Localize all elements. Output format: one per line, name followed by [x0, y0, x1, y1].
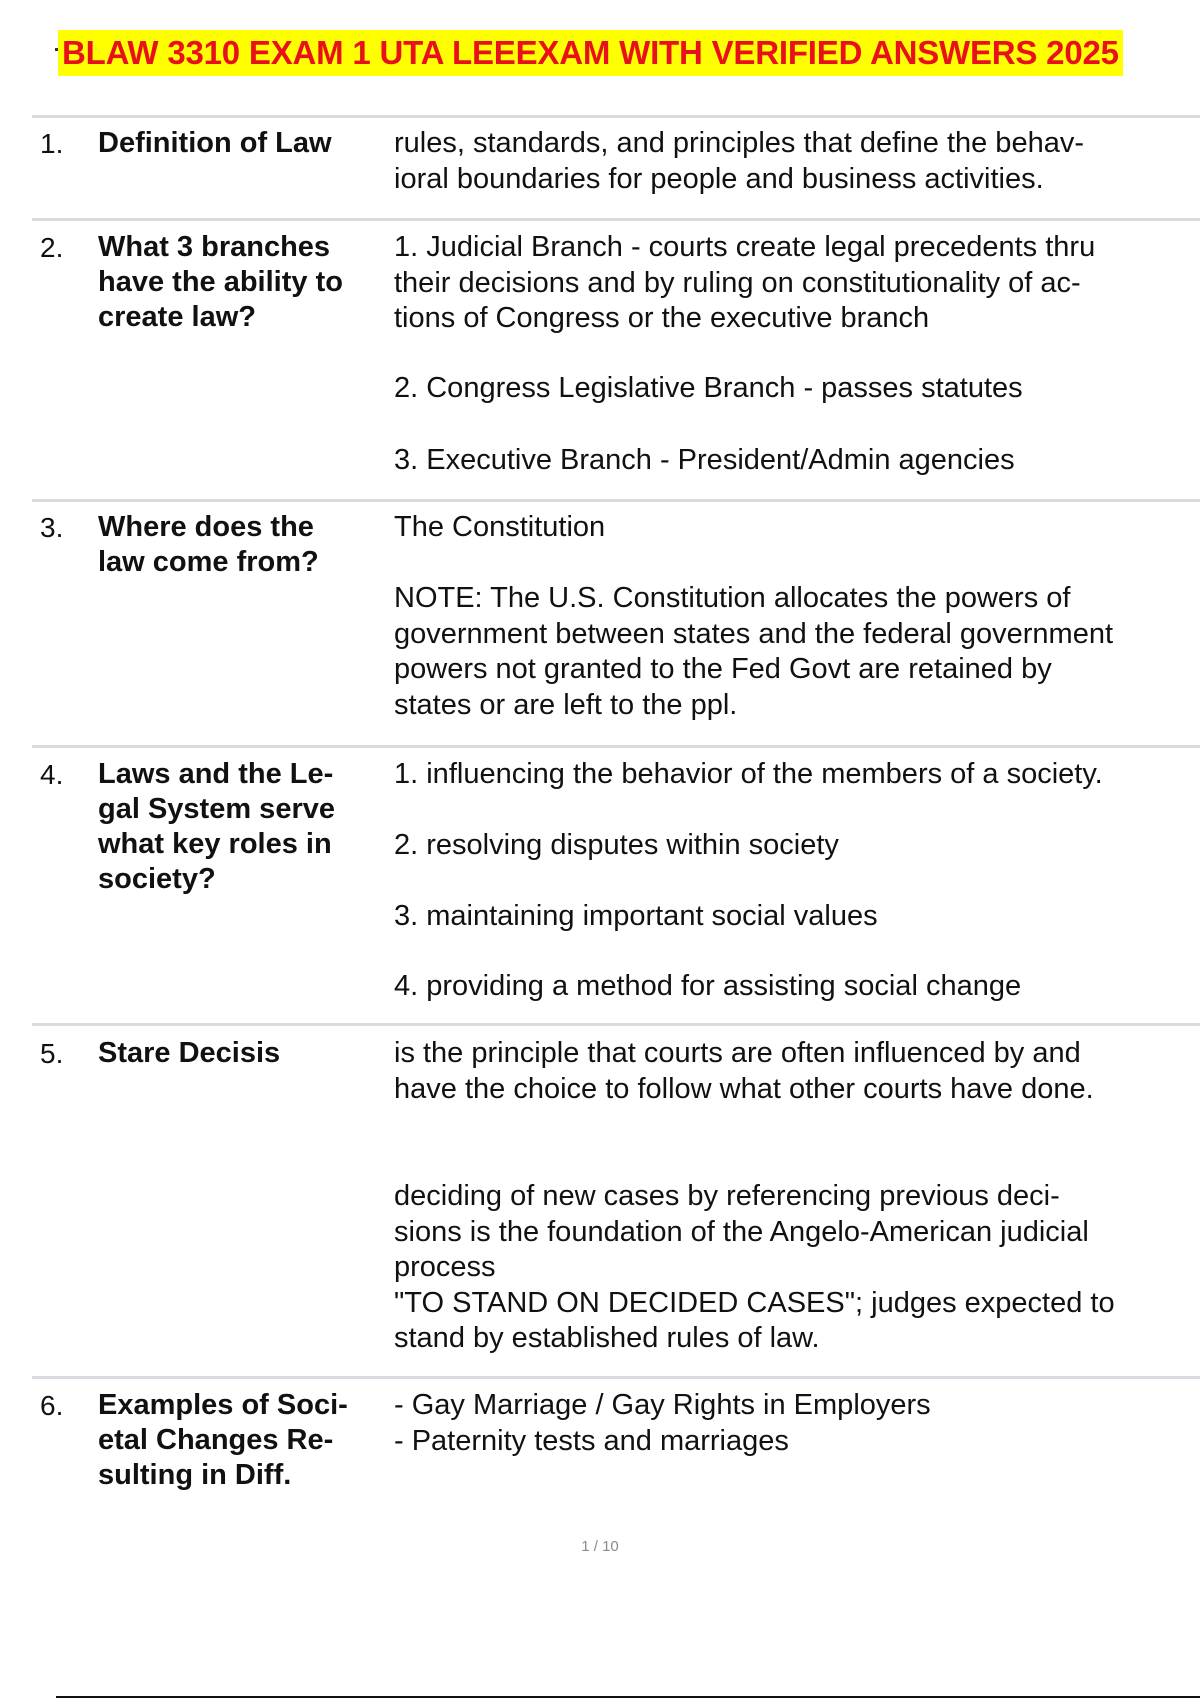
row-divider [32, 218, 1200, 221]
page-indicator: 1 / 10 [581, 1538, 619, 1555]
page-bottom-border [56, 1696, 1200, 1698]
answer-line: rules, standards, and principles that define the behav- [394, 127, 1084, 159]
card-term [98, 1388, 368, 1493]
answer-line: ioral boundaries for people and business activities. [394, 162, 1044, 195]
answer-line: 3. maintaining important social values [394, 900, 878, 932]
answer-line: tions of Congress or the executive branch [394, 302, 930, 334]
row-divider [32, 115, 1200, 118]
card-answer-paragraph [394, 969, 1194, 1005]
term-line: What 3 branches [98, 231, 331, 263]
answer-line: powers not granted to the Fed Govt are retained by [394, 653, 1052, 685]
card-number: 1. [40, 128, 64, 159]
answer-line: have the choice to follow what other courts have done. [394, 1072, 1094, 1105]
card-answer [394, 1036, 1194, 1107]
answer-line: 2. Congress Legislative Branch - passes statutes [394, 372, 1023, 404]
card-answer [394, 230, 1194, 337]
card-answer [394, 757, 1194, 793]
answer-line: - Paternity tests and marriages [394, 1424, 789, 1457]
answer-line: 3. Executive Branch - President/Admin agencies [394, 444, 1015, 476]
answer-line: 4. providing a method for assisting social change [394, 970, 1022, 1002]
card-number: 3. [40, 512, 64, 543]
answer-line: 1. Judicial Branch - courts create legal precedents thru [394, 231, 1096, 263]
card-answer [394, 1388, 1194, 1459]
answer-line: The Constitution [394, 511, 606, 543]
card-term [98, 757, 368, 897]
term-line: society? [98, 863, 216, 895]
term-line: Examples of Soci- [98, 1389, 348, 1421]
row-divider [32, 499, 1200, 502]
term-line: create law? [98, 301, 256, 333]
answer-line: process [394, 1251, 496, 1283]
card-number: 6. [40, 1390, 64, 1421]
document-title: BLAW 3310 EXAM 1 UTA LEEEXAM WITH VERIFIED ANSWERS 2025 [58, 30, 1123, 76]
term-line: have the ability to [98, 266, 343, 298]
row-divider [32, 1376, 1200, 1379]
card-answer-paragraph [394, 828, 1194, 864]
answer-line: deciding of new cases by referencing previous deci- [394, 1180, 1060, 1212]
card-answer-paragraph [394, 581, 1194, 723]
card-term [98, 1036, 368, 1071]
answer-line: states or are left to the ppl. [394, 688, 738, 721]
answer-line: - Gay Marriage / Gay Rights in Employers [394, 1389, 931, 1421]
answer-line: sions is the foundation of the Angelo-American judicial [394, 1215, 1089, 1248]
row-divider [32, 745, 1200, 748]
term-line: what key roles in [98, 828, 332, 860]
card-answer-paragraph [394, 443, 1194, 479]
term-line: sulting in Diff. [98, 1459, 292, 1491]
card-number: 4. [40, 759, 64, 790]
card-answer [394, 510, 1194, 546]
card-number: 5. [40, 1038, 64, 1069]
card-term [98, 126, 368, 161]
answer-line: NOTE: The U.S. Constitution allocates the powers of [394, 582, 1071, 614]
card-answer-paragraph [394, 1179, 1194, 1357]
answer-line: stand by established rules of law. [394, 1322, 820, 1354]
card-term [98, 230, 368, 335]
card-term [98, 510, 368, 580]
answer-line: 2. resolving disputes within society [394, 829, 839, 861]
card-answer [394, 126, 1194, 197]
answer-line: their decisions and by ruling on constitutionality of ac- [394, 266, 1081, 299]
term-line: etal Changes Re- [98, 1424, 334, 1456]
term-line: gal System serve [98, 793, 335, 825]
answer-line: "TO STAND ON DECIDED CASES"; judges expected to [394, 1286, 1115, 1319]
answer-line: government between states and the federal government [394, 617, 1114, 650]
term-line: Where does the [98, 511, 314, 543]
term-line: Laws and the Le- [98, 758, 334, 790]
card-answer-paragraph [394, 899, 1194, 935]
row-divider [32, 1023, 1200, 1026]
card-answer-paragraph [394, 371, 1194, 407]
term-line: Stare Decisis [98, 1037, 281, 1069]
term-line: Definition of Law [98, 127, 332, 159]
answer-line: is the principle that courts are often influenced by and [394, 1037, 1081, 1069]
card-number: 2. [40, 232, 64, 263]
term-line: law come from? [98, 546, 319, 578]
answer-line: 1. influencing the behavior of the members of a society. [394, 758, 1103, 790]
